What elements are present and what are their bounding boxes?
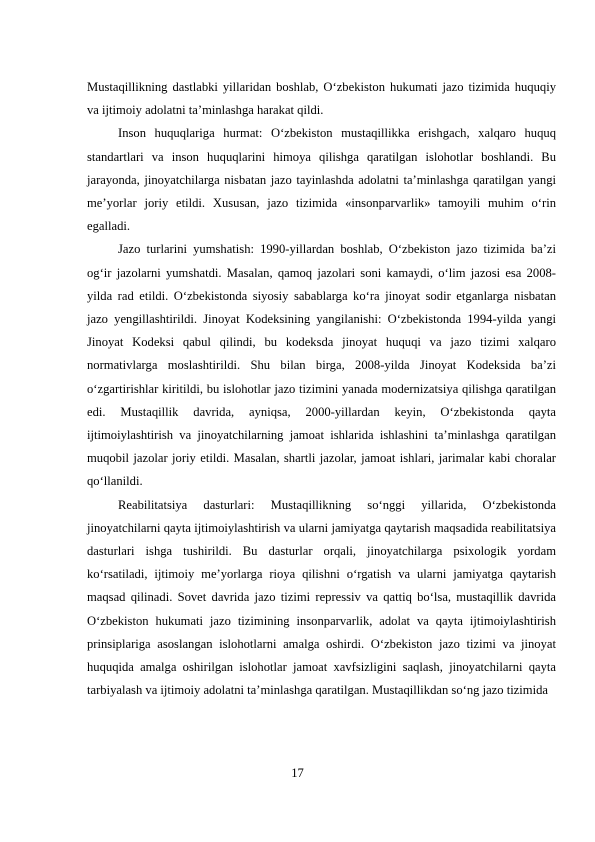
page-body xyxy=(87,76,556,702)
paragraph-rehabilitation: Reabilitatsiya dasturlari: Mustaqillikning so‘nggi yillarida, O‘zbekistonda jinoyatchilarni qayta ijtimoiylashtirish va ularni jamiyatga qaytarish maqsadida reabilitatsiya dasturlari ishga tushirildi. Bu dasturlar orqali, jinoyatchilarga psixologik yordam ko‘rsatiladi, ijtimoiy me’yorlarga rioya qilishni o‘rgatish va ularni jamiyatga qaytarish maqsad qilinadi. Sovet davrida jazo tizimi repressiv va qattiq bo‘lsa, mustaqillik davrida O‘zbekiston hukumati jazo tizimining insonparvarlik, adolat va qayta ijtimoiylashtirish prinsiplariga asoslangan islohotlarni amalga oshirdi. O‘zbekiston jazo tizimi va jinoyat huquqida amalga oshirilgan islohotlar jamoat xavfsizligini saqlash, jinoyatchilarni qayta tarbiyalash va ijtimoiy adolatni ta’minlashga qaratilgan. Mustaqillikdan so‘ng jazo tizimida xyxy=(87,497,556,698)
paragraph-human-rights: Inson huquqlariga hurmat: O‘zbekiston mustaqillikka erishgach, xalqaro huquq standartlari va inson huquqlarini himoya qilishga qaratilgan islohotlar boshlandi. Bu jarayonda, jinoyatchilarga nisbatan jazo tayinlashda adolatni ta’minlashga qaratilgan yangi me’yorlar joriy etildi. Xususan, jazo tizimida «insonparvarlik» tamoyili muhim o‘rin egalladi. xyxy=(87,126,556,234)
page-number: 17 xyxy=(291,766,304,780)
paragraph-continuation: Mustaqillikning dastlabki yillaridan boshlab, O‘zbekiston hukumati jazo tizimida huquqiy va ijtimoiy adolatni ta’minlashga harakat qildi. xyxy=(87,80,556,118)
paragraph-punishment-softening: Jazo turlarini yumshatish: 1990-yillardan boshlab, O‘zbekiston jazo tizimida ba’zi og‘ir jazolarni yumshatdi. Masalan, qamoq jazolari soni kamaydi, o‘lim jazosi esa 2008-yilda rad etildi. O‘zbekistonda siyosiy sabablarga ko‘ra jinoyat sodir etganlarga nisbatan jazo yengillashtirildi. Jinoyat Kodeksining yangilanishi: O‘zbekistonda 1994-yilda yangi Jinoyat Kodeksi qabul qilindi, bu kodeksda jinoyat huquqi va jazo tizimi xalqaro normativlarga moslashtirildi. Shu bilan birga, 2008-yilda Jinoyat Kodeksida ba’zi o‘zgartirishlar kiritildi, bu islohotlar jazo tizimini yanada modernizatsiya qilishga qaratilgan edi. Mustaqillik davrida, ayniqsa, 2000-yillardan keyin, O‘zbekistonda qayta ijtimoiylashtirish va jinoyatchilarning jamoat ishlarida ishlashini ta’minlashga qaratilgan muqobil jazolar joriy etildi. Masalan, shartli jazolar, jamoat ishlari, jarimalar kabi choralar qo‘llanildi. xyxy=(87,242,556,489)
